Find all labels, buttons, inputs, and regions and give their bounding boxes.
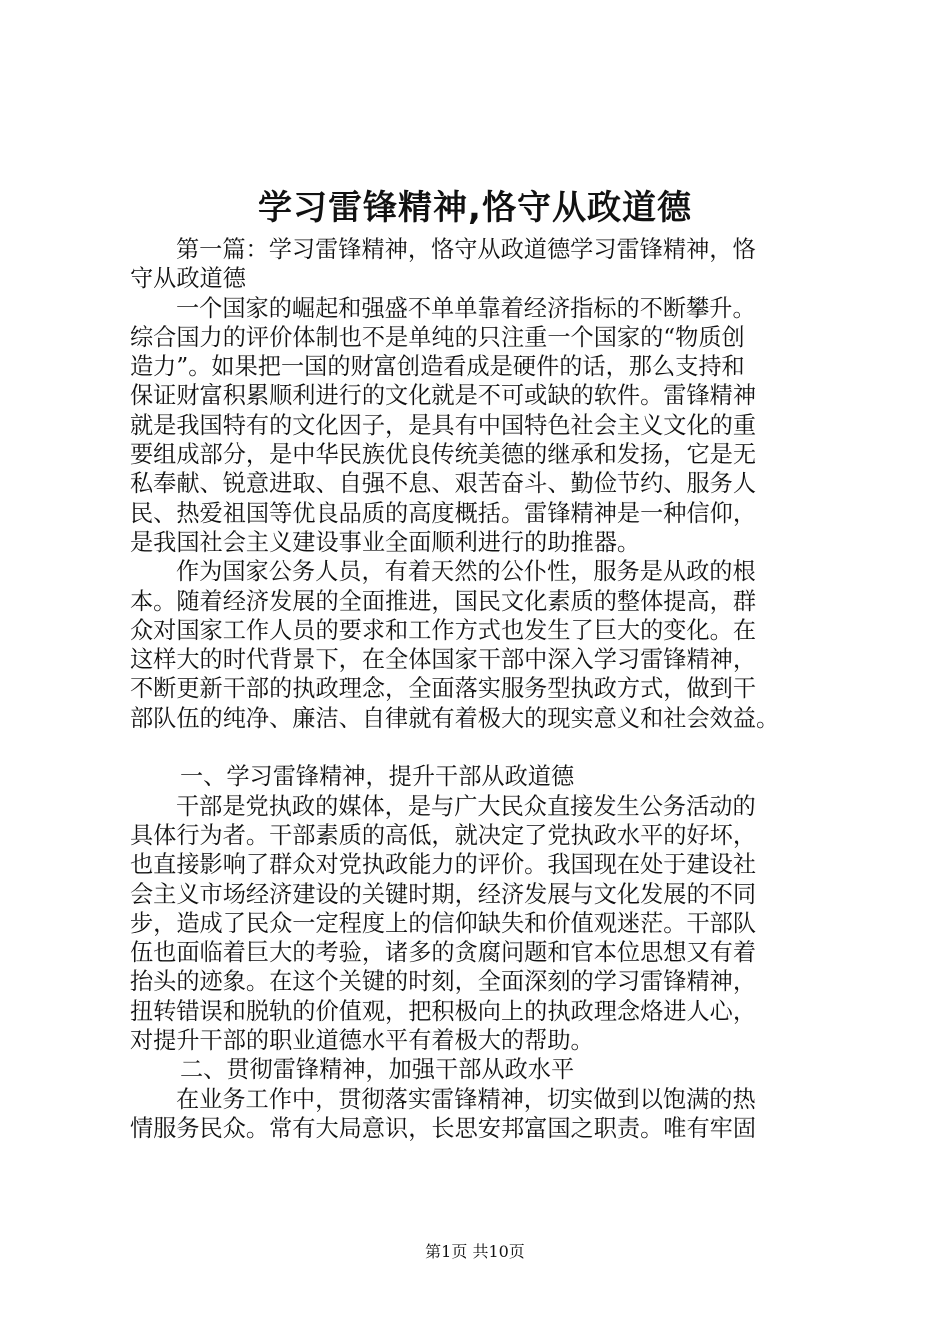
text-line: 一个国家的崛起和强盛不单单靠着经济指标的不断攀升。	[176, 294, 756, 322]
text-line: 扭转错误和脱轨的价值观，把积极向上的执政理念烙进人心，	[130, 997, 757, 1025]
text-line: 伍也面临着巨大的考验，诸多的贪腐问题和官本位思想又有着	[130, 939, 757, 967]
text-line: 第一篇：学习雷锋精神，恪守从政道德学习雷锋精神，恪	[176, 236, 756, 263]
page-footer: 第1页 共10页	[425, 1242, 525, 1261]
document-body	[130, 235, 830, 1143]
text-line: 会主义市场经济建设的关键时期，经济发展与文化发展的不同	[130, 880, 757, 908]
section-heading: 二、贯彻雷锋精神，加强干部从政水平	[180, 1056, 575, 1084]
text-line: 步，造成了民众一定程度上的信仰缺失和价值观迷茫。干部队	[130, 909, 757, 937]
document-title: 学习雷锋精神,恪守从政道德	[258, 188, 692, 228]
text-line: 作为国家公务人员，有着天然的公仆性，服务是从政的根	[176, 558, 756, 586]
text-line: 部队伍的纯净、廉洁、自律就有着极大的现实意义和社会效益。	[130, 704, 780, 732]
text-line: 具体行为者。干部素质的高低，就决定了党执政水平的好坏，	[130, 821, 757, 849]
text-line: 干部是党执政的媒体，是与广大民众直接发生公务活动的	[176, 792, 756, 820]
text-line: 也直接影响了群众对党执政能力的评价。我国现在处于建设社	[130, 851, 757, 879]
text-line: 情服务民众。常有大局意识，长思安邦富国之职责。唯有牢固	[130, 1114, 757, 1142]
text-line: 不断更新干部的执政理念，全面落实服务型执政方式，做到干	[130, 675, 757, 703]
text-line: 保证财富积累顺利进行的文化就是不可或缺的软件。雷锋精神	[130, 382, 757, 410]
text-line: 是我国社会主义建设事业全面顺利进行的助推器。	[130, 528, 641, 556]
text-line: 众对国家工作人员的要求和工作方式也发生了巨大的变化。在	[130, 616, 757, 644]
blank-line	[130, 733, 830, 762]
text-line: 民、热爱祖国等优良品质的高度概括。雷锋精神是一种信仰，	[130, 499, 757, 527]
text-line: 抬头的迹象。在这个关键的时刻，全面深刻的学习雷锋精神，	[130, 968, 757, 996]
text-line: 本。随着经济发展的全面推进，国民文化素质的整体提高，群	[130, 587, 757, 615]
text-line: 守从政道德	[130, 265, 246, 293]
text-line: 综合国力的评价体制也不是单纯的只注重一个国家的“物质创	[130, 323, 745, 351]
text-line: 造力”。如果把一国的财富创造看成是硬件的话，那么支持和	[130, 353, 745, 381]
text-line: 要组成部分，是中华民族优良传统美德的继承和发扬，它是无	[130, 441, 757, 469]
text-line: 私奉献、锐意进取、自强不息、艰苦奋斗、勤俭节约、服务人	[130, 470, 757, 498]
text-line: 在业务工作中，贯彻落实雷锋精神，切实做到以饱满的热	[176, 1085, 756, 1113]
text-line: 就是我国特有的文化因子，是具有中国特色社会主义文化的重	[130, 411, 757, 439]
section-heading: 一、学习雷锋精神，提升干部从政道德	[180, 763, 575, 791]
text-line: 这样大的时代背景下，在全体国家干部中深入学习雷锋精神，	[130, 646, 757, 674]
text-line: 对提升干部的职业道德水平有着极大的帮助。	[130, 1027, 594, 1055]
